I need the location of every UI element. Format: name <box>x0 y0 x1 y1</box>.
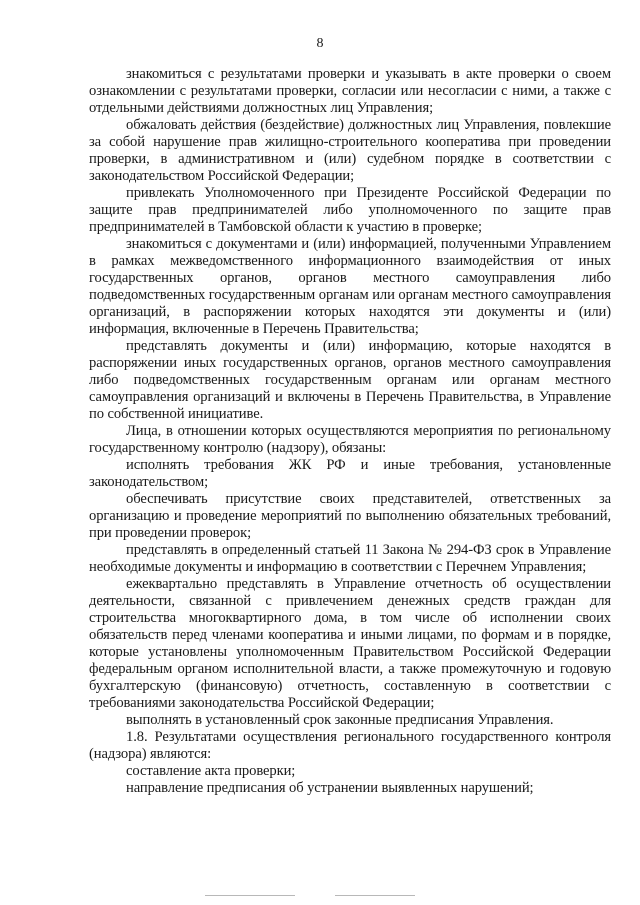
scan-artifact-line <box>335 895 415 896</box>
paragraph: обжаловать действия (бездействие) должностных лиц Управления, повлекшие за собой нарушение прав жилищно-строительного кооператива при проведении проверки, в административном и (или) судебном порядке в соответствии с законодательством Российской Федерации; <box>89 117 611 184</box>
paragraph: 1.8. Результатами осуществления регионального государственного контроля (надзора) являются: <box>89 729 611 762</box>
paragraph: выполнять в установленный срок законные предписания Управления. <box>126 712 554 728</box>
paragraph: представлять документы и (или) информацию, которые находятся в распоряжении иных государственных органов, органов местного самоуправления либо подведомственных государственным органам или органам местного самоуправления организаций и включены в Перечень Правительства, в Управление по собственной инициативе. <box>89 338 611 422</box>
paragraph: привлекать Уполномоченного при Президенте Российской Федерации по защите прав предпринимателей либо уполномоченного по защите прав предпринимателей в Тамбовской области к участию в проверке; <box>89 185 611 235</box>
document-body <box>89 66 611 797</box>
scan-artifact-line <box>205 895 295 896</box>
paragraph: исполнять требования ЖК РФ и иные требования, установленные законодательством; <box>89 457 611 490</box>
paragraph: представлять в определенный статьей 11 Закона № 294-ФЗ срок в Управление необходимые документы и информацию в соответствии с Перечнем Управления; <box>89 542 611 575</box>
paragraph: направление предписания об устранении выявленных нарушений; <box>126 780 534 796</box>
page-number: 8 <box>316 36 324 51</box>
paragraph: знакомиться с результатами проверки и указывать в акте проверки о своем ознакомлении с результатами проверки, согласии или несогласии с ними, а также с отдельными действиями должностных лиц Управления; <box>89 66 611 116</box>
paragraph: составление акта проверки; <box>126 763 296 779</box>
paragraph: знакомиться с документами и (или) информацией, полученными Управлением в рамках межведомственного информационного взаимодействия от иных государственных органов, органов местного самоуправления либо подведомственных государственным органам или органам местного самоуправления организаций, в распоряжении которых находятся эти документы и (или) информация, включенные в Перечень Правительства; <box>89 236 611 337</box>
paragraph: обеспечивать присутствие своих представителей, ответственных за организацию и проведение мероприятий по выполнению обязательных требований, при проведении проверок; <box>89 491 611 541</box>
paragraph: Лица, в отношении которых осуществляются мероприятия по региональному государственному контролю (надзору), обязаны: <box>89 423 611 456</box>
paragraph: ежеквартально представлять в Управление отчетность об осуществлении деятельности, связанной с привлечением денежных средств граждан для строительства многоквартирного дома, в том числе об исполнении своих обязательств перед членами кооператива и иными лицами, по формам и в порядке, которые установлены уполномоченным Правительством Российской Федерации федеральным органом исполнительной власти, а также промежуточную и годовую бухгалтерскую (финансовую) отчетность, составленную в соответствии с требованиями законодательства Российской Федерации; <box>89 576 611 711</box>
